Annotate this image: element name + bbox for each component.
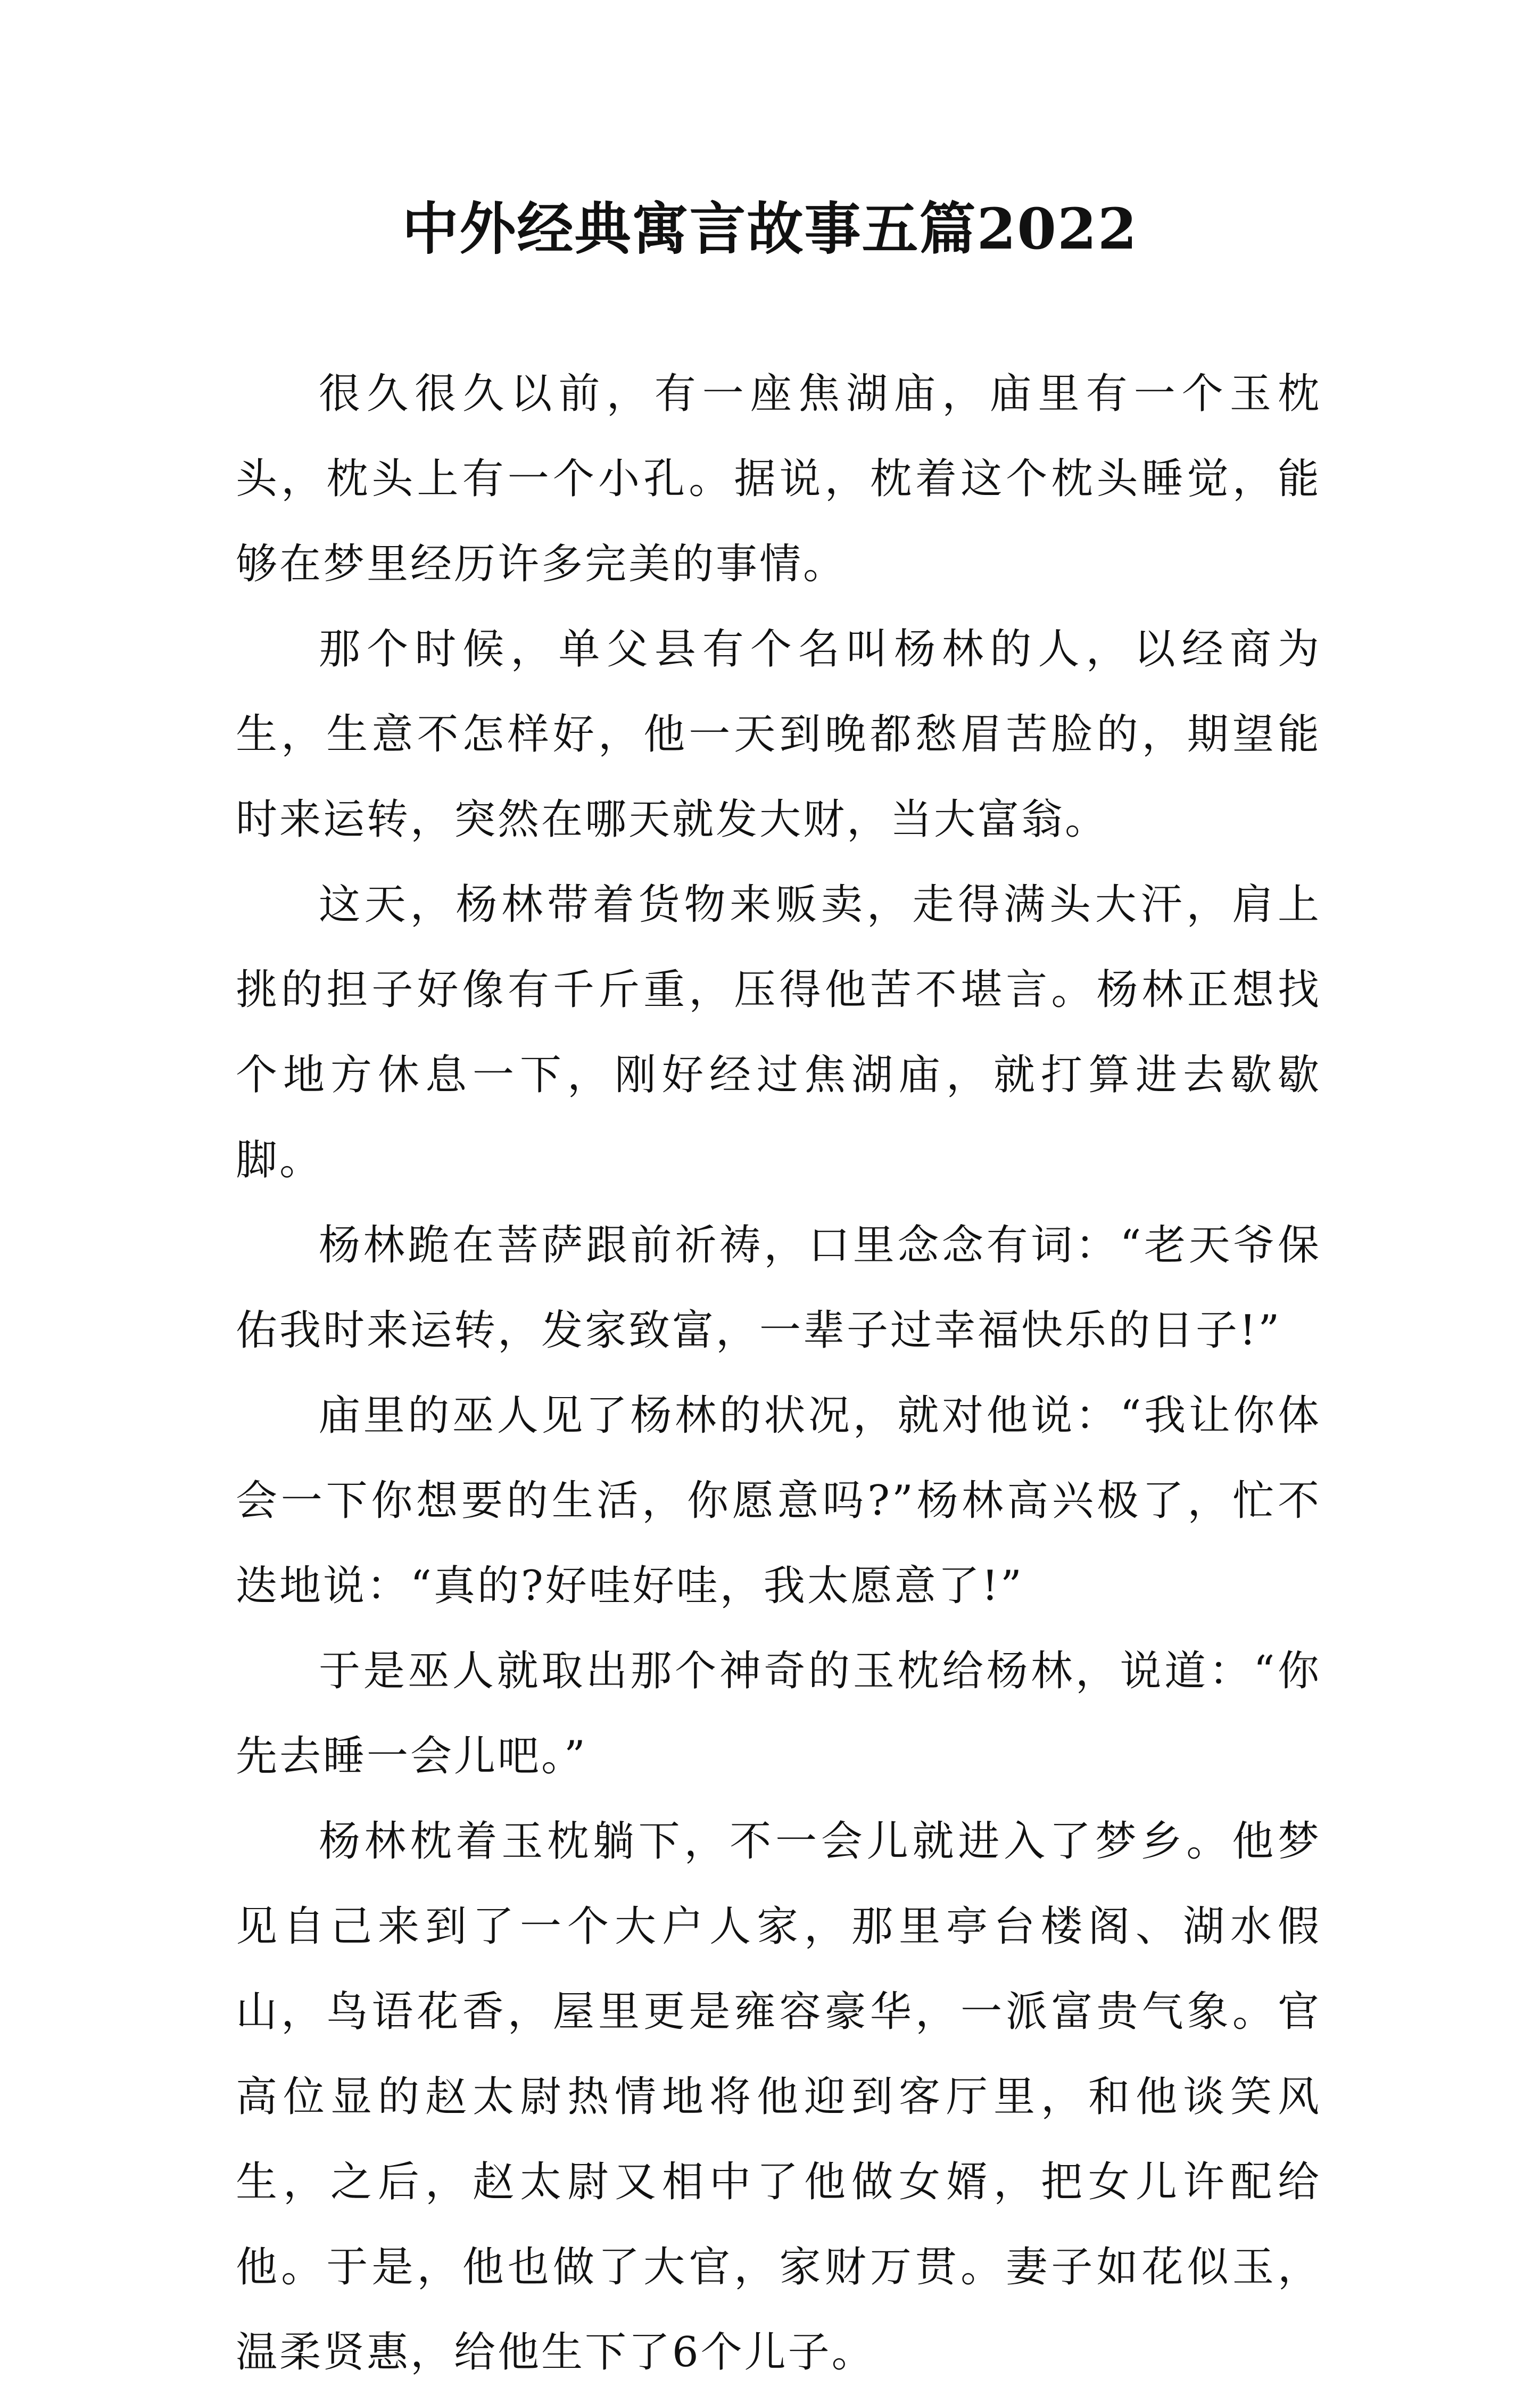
- paragraph: 庙里的巫人见了杨林的状况，就对他说：“我让你体会一下你想要的生活，你愿意吗?”杨林高兴极了，忙不迭地说：“真的?好哇好哇，我太愿意了!”: [236, 1392, 1321, 1610]
- paragraph: 这天，杨林带着货物来贩卖，走得满头大汗，肩上挑的担子好像有千斤重，压得他苦不堪言。杨林正想找个地方休息一下，刚好经过焦湖庙，就打算进去歇歇脚。: [236, 881, 1321, 1184]
- document-body: [236, 351, 1321, 2395]
- paragraph: 于是巫人就取出那个神奇的玉枕给杨林，说道：“你先去睡一会儿吧。”: [236, 1647, 1321, 1780]
- paragraph: 很久很久以前，有一座焦湖庙，庙里有一个玉枕头，枕头上有一个小孔。据说，枕着这个枕头睡觉，能够在梦里经历许多完美的事情。: [236, 370, 1321, 588]
- document-title: 中外经典寓言故事五篇2022: [402, 195, 1138, 262]
- paragraph: 杨林枕着玉枕躺下，不一会儿就进入了梦乡。他梦见自己来到了一个大户人家，那里亭台楼阁、湖水假山，鸟语花香，屋里更是雍容豪华，一派富贵气象。官高位显的赵太尉热情地将他迎到客厅里，和他谈笑风生，之后，赵太尉又相中了他做女婿，把女儿许配给他。于是，他也做了大官，家财万贯。妻子如花似玉，温柔贤惠，给他生下了6个儿子。: [236, 1818, 1321, 2376]
- paragraph: 那个时候，单父县有个名叫杨林的人，以经商为生，生意不怎样好，他一天到晚都愁眉苦脸的，期望能时来运转，突然在哪天就发大财，当大富翁。: [236, 625, 1321, 844]
- paragraph: 杨林跪在菩萨跟前祈祷，口里念念有词：“老天爷保佑我时来运转，发家致富，一辈子过幸福快乐的日子!”: [236, 1221, 1321, 1355]
